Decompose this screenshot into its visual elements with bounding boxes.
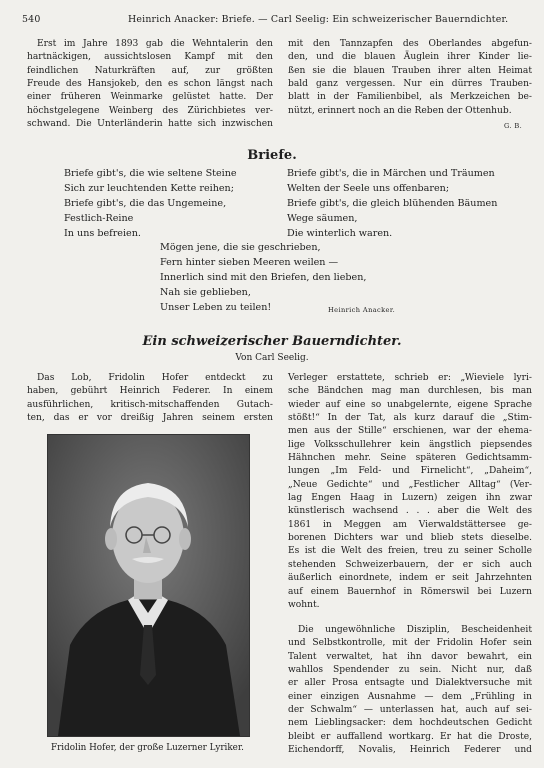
- text-line: und Selbstkontrolle, mit der Fridolin Hofer sein: [288, 638, 532, 649]
- text-line: Eichendorff, Novalis, Heinrich Federer und: [288, 745, 532, 756]
- text-line: ausführlichen, kritisch-mitschaffenden Gutach-: [27, 399, 273, 410]
- text-line: ten, das er vor dreißig Jahren seinem ersten: [27, 413, 273, 424]
- poem-line: Briefe gibt's, die wie seltene Steine: [64, 168, 237, 179]
- poem-line: Briefe gibt's, die gleich blühenden Bäumen: [287, 198, 498, 209]
- text-line: hartnäckigen, aussichtslosen Kampf mit den: [27, 52, 273, 63]
- text-line: auf einem Bauernhof in Römerswil bei Luzern: [288, 586, 532, 597]
- text-line: wohnt.: [288, 599, 320, 610]
- text-line: der Schwalm“ — unterlassen hat, auch auf sei-: [288, 705, 532, 716]
- text-line: er aller Prosa entsagte und Dialektversuche mit: [288, 678, 532, 689]
- poem-title: Briefe.: [247, 148, 297, 163]
- poem-line: Innerlich sind mit den Briefen, den lieben,: [160, 272, 367, 283]
- text-line: Talent verwaltet, hat ihn davor bewahrt, ein: [288, 651, 532, 662]
- text-line: stehenden Schweizerbauern, der er sich auch: [288, 559, 532, 570]
- running-header: [22, 14, 530, 28]
- poem-line: Mögen jene, die sie geschrieben,: [160, 242, 321, 253]
- top-right-column: [288, 38, 532, 118]
- text-line: Freude des Hansjokeb, den es schon längst nach: [27, 79, 273, 90]
- text-line: künstlerisch wachsend . . . aber die Welt des: [288, 506, 532, 517]
- portrait-photo: [47, 434, 250, 737]
- poem-signature: Heinrich Anacker.: [328, 306, 396, 314]
- text-line: men aus der Stille“ erschienen, war der ehema-: [288, 426, 532, 437]
- article-right-paragraph-1: [288, 372, 532, 612]
- text-line: nützt, erinnert noch an die Reben der Ottenhub.: [288, 105, 512, 116]
- page-number: 540: [22, 14, 41, 25]
- text-line: bleibt er auffallend wortkarg. Er hat die Droste,: [288, 731, 532, 742]
- text-line: haben, gebührt Heinrich Federer. In einem: [27, 386, 273, 397]
- text-line: Es ist die Welt des freien, treu zu seiner Scholle: [288, 546, 532, 557]
- text-line: mit den Tannzapfen des Oberlandes abgefun-: [288, 39, 532, 49]
- article-signature: G. B.: [504, 122, 523, 130]
- text-line: stößt!“ In der Tat, als kurz darauf die „Stim-: [288, 413, 532, 424]
- text-line: ßen sie die blauen Trauben ihrer alten Heimat: [288, 65, 532, 76]
- portrait-illustration: [48, 435, 249, 736]
- text-line: lag Engen Haag in Luzern) zeigen ihn zwar: [288, 493, 532, 504]
- text-line: Die ungewöhnliche Disziplin, Bescheidenheit: [298, 625, 532, 635]
- text-line: lige Volksschullehrer kein ängstlich piepsendes: [288, 439, 532, 450]
- text-line: bald ganz vergessen. Nur ein dürres Trauben-: [288, 79, 532, 90]
- poem-left-stanza: [64, 166, 237, 241]
- text-line: einer früheren Weinmarke gelüstet hatte. Der: [27, 92, 273, 103]
- article-left-intro: [27, 372, 273, 425]
- text-line: „Neue Gedichte“ und „Festlicher Alltag“ (Ver-: [288, 479, 532, 490]
- poem-line: Die winterlich waren.: [287, 228, 393, 239]
- running-title: Heinrich Anacker: Briefe. — Carl Seelig: Ein schweizerischer Bauerndichter.: [128, 14, 509, 25]
- poem-line: Sich zur leuchtenden Kette reihen;: [64, 183, 234, 194]
- poem-right-stanza: [287, 166, 497, 241]
- text-line: 1861 in Meggen am Vierwaldstättersee ge-: [288, 519, 532, 530]
- text-line: blatt in der Familienbibel, als Merkzeichen be-: [288, 92, 532, 103]
- poem-line: Unser Leben zu teilen!: [160, 302, 272, 313]
- text-line: den, und die blauen Äuglein ihrer Kinder lie-: [288, 52, 532, 63]
- text-line: lungen „Im Feld- und Firnelicht“, „Daheim“,: [288, 466, 532, 477]
- poem-line: Briefe gibt's, die in Märchen und Träumen: [287, 168, 495, 179]
- poem-line: Fern hinter sieben Meeren weilen —: [160, 257, 339, 268]
- text-line: höchstgelegene Weinberg des Zürichbietes ver-: [27, 105, 273, 116]
- text-line: schwand. Die Unterländerin hatte sich inzwischen: [27, 119, 273, 130]
- text-line: Hähnchen mehr. Seine späteren Gedichtsamm-: [288, 453, 532, 464]
- text-line: äußerlich einordnete, indem er seit Jahrzehnten: [288, 573, 532, 584]
- poem-final-stanza: [160, 240, 366, 315]
- article-title: Ein schweizerischer Bauerndichter.: [142, 334, 402, 349]
- text-line: einer einzigen Ausnahme — dem „Frühling in: [288, 691, 532, 702]
- text-line: feindlichen Naturkräften auf, zur größten: [27, 65, 273, 76]
- poem-line: Festlich-Reine: [64, 213, 134, 224]
- poem-line: In uns befreien.: [64, 228, 141, 239]
- text-line: Erst im Jahre 1893 gab die Wehntalerin den: [37, 39, 273, 49]
- top-left-column: [27, 38, 273, 131]
- text-line: sche Bändchen mag man durchlesen, bis man: [288, 386, 532, 397]
- article-byline: Von Carl Seelig.: [235, 353, 309, 363]
- poem-line: Briefe gibt's, die das Ungemeine,: [64, 198, 227, 209]
- text-line: wieder auf eine so unabgelernte, eigene Sprache: [288, 399, 532, 410]
- text-line: Verleger erstattete, schrieb er: „Wieviele lyri-: [288, 373, 532, 383]
- text-line: borenen Dichters war und blieb stets dieselbe.: [288, 533, 532, 544]
- text-line: nem Lieblingsacker: dem hochdeutschen Gedicht: [288, 718, 532, 729]
- photo-caption: Fridolin Hofer, der große Luzerner Lyriker.: [51, 743, 244, 753]
- text-line: Das Lob, Fridolin Hofer entdeckt zu: [37, 373, 273, 383]
- poem-line: Welten der Seele uns offenbaren;: [287, 183, 450, 194]
- article-right-paragraph-2: [288, 624, 532, 757]
- text-line: wahllos Spendender zu sein. Nicht nur, daß: [288, 665, 532, 676]
- poem-line: Nah sie geblieben,: [160, 287, 251, 298]
- poem-line: Wege säumen,: [287, 213, 358, 224]
